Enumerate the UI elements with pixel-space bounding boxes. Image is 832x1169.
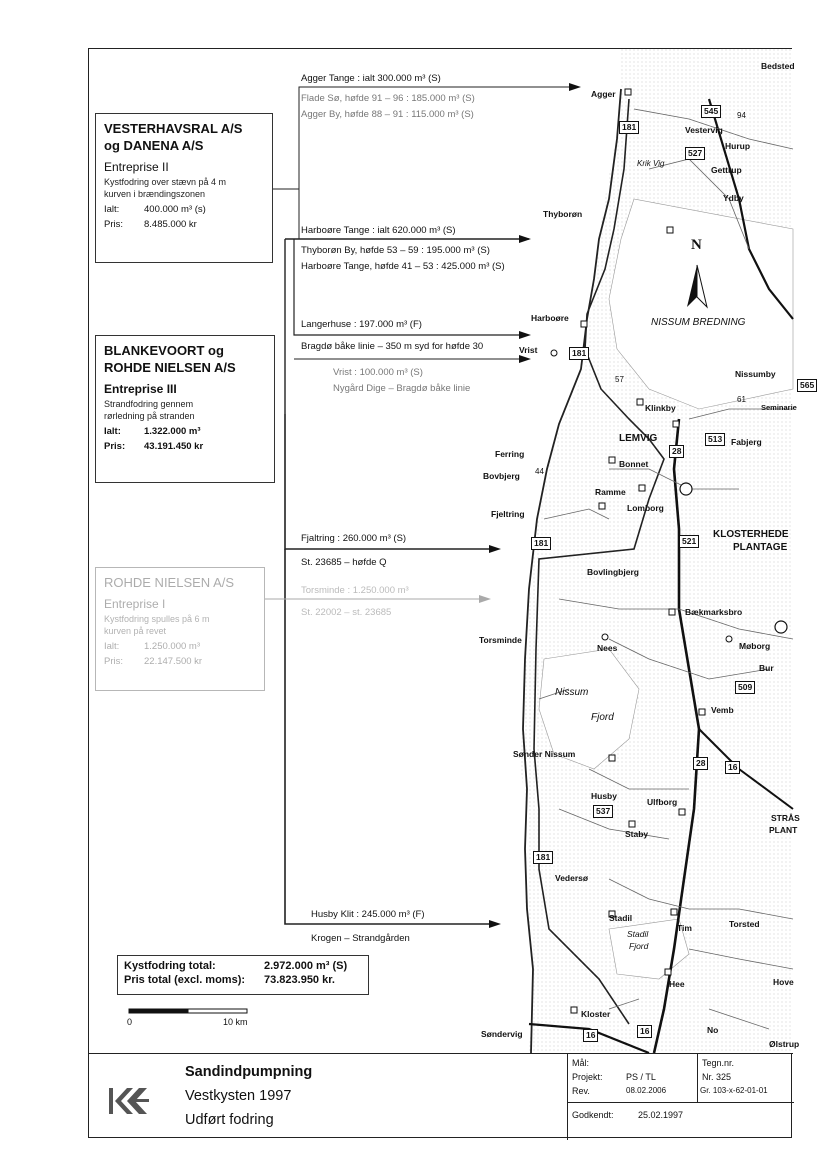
- town-lemvig: LEMVIG: [619, 433, 658, 444]
- delivery-husby-klit: Husby Klit : 245.000 m³ (F): [311, 909, 425, 920]
- contractor-box-entreprise-ii: [95, 113, 273, 263]
- godkendt-value: 25.02.1997: [638, 1110, 684, 1120]
- delivery-krogen: Krogen – Strandgården: [311, 933, 410, 944]
- title-block-divider: [568, 1102, 794, 1103]
- total-row: Ialt: 1.250.000 m³: [104, 641, 200, 652]
- contractor-name-2: og DANENA A/S: [104, 138, 204, 153]
- contractor-name: ROHDE NIELSEN A/S: [104, 575, 235, 590]
- town-ulfborg: Ulfborg: [647, 797, 678, 807]
- road-label-16-hee: 16: [637, 1025, 652, 1038]
- town-no: No: [707, 1025, 719, 1035]
- town-plantage: PLANTAGE: [733, 542, 788, 553]
- water-label-krik-vig: Krik Vig: [637, 159, 665, 168]
- godkendt-label: Godkendt:: [572, 1110, 614, 1120]
- town-hove: Hove: [773, 977, 794, 987]
- contract-label: Entreprise III: [104, 382, 177, 396]
- north-label: N: [691, 237, 702, 253]
- price-row: Pris: 43.191.450 kr: [104, 441, 204, 452]
- contractor-name: BLANKEVOORT og: [104, 343, 224, 358]
- town-sondervig: Søndervig: [481, 1029, 523, 1039]
- town-lomborg: Lomborg: [627, 503, 664, 513]
- delivery-nygard: Nygård Dige – Bragdø båke linie: [333, 383, 471, 394]
- town-bovbjerg: Bovbjerg: [483, 471, 520, 481]
- contractor-box-entreprise-iii: [95, 335, 275, 483]
- road-label-94: 94: [737, 111, 746, 120]
- delivery-harboore-hofde: Harboøre Tange, høfde 41 – 53 : 425.000 m³ (S): [301, 261, 505, 272]
- contract-desc-1: Strandfodring gennem: [104, 399, 194, 409]
- town-agger: Agger: [591, 89, 616, 99]
- water-label-nissum: Nissum: [555, 687, 589, 698]
- road-label-16-sondervig: 16: [583, 1029, 598, 1042]
- rev-value: 08.02.2006: [626, 1086, 667, 1095]
- town-plant: PLANT: [769, 825, 798, 835]
- price-row: Pris: 8.485.000 kr: [104, 219, 197, 230]
- title-block-drawing-cell: [697, 1054, 793, 1102]
- town-stadil: Stadil: [609, 913, 633, 923]
- contractor-name-2: ROHDE NIELSEN A/S: [104, 360, 236, 375]
- scale-zero: 0: [127, 1017, 133, 1027]
- contractor-box-entreprise-i: [95, 567, 265, 691]
- town-torsminde: Torsminde: [479, 635, 522, 645]
- town-harboore: Harboøre: [531, 313, 569, 323]
- rev-label: Rev.: [572, 1086, 590, 1096]
- contract-desc-1: Kystfodring over stævn på 4 m: [104, 177, 227, 187]
- delivery-vrist: Vrist : 100.000 m³ (S): [333, 367, 423, 378]
- town-ferring: Ferring: [495, 449, 525, 459]
- water-label-fjord: Fjord: [591, 712, 614, 723]
- title-line-3: Udført fodring: [185, 1112, 274, 1128]
- town-tim: Tim: [677, 923, 692, 933]
- road-label-565: 565: [797, 379, 817, 392]
- town-baekmarksbro: Bækmarksbro: [685, 607, 743, 617]
- mal-label: Mål:: [572, 1058, 590, 1068]
- road-label-181-fjeltring: 181: [531, 537, 551, 550]
- price-row: Pris: 22.147.500 kr: [104, 656, 203, 667]
- total-row: Ialt: 1.322.000 m³: [104, 426, 201, 437]
- road-label-513: 513: [705, 433, 725, 446]
- town-kloster: Kloster: [581, 1009, 611, 1019]
- road-label-28-south: 28: [693, 757, 708, 770]
- delivery-langerhuse: Langerhuse : 197.000 m³ (F): [301, 319, 422, 330]
- tegn-label: Tegn.nr.: [702, 1058, 735, 1068]
- drawing-number: Nr. 325: [702, 1072, 732, 1082]
- map-sheet: [88, 48, 815, 1138]
- town-staby: Staby: [625, 829, 649, 839]
- road-label-28-lemvig: 28: [669, 445, 684, 458]
- delivery-agger-tange: Agger Tange : ialt 300.000 m³ (S): [301, 73, 441, 84]
- group-number: Gr. 103-x-62-01-01: [700, 1086, 768, 1095]
- town-klosterhede: KLOSTERHEDE: [713, 529, 789, 540]
- contract-label: Entreprise I: [104, 597, 166, 611]
- road-label-527: 527: [685, 147, 705, 160]
- town-nissumby: Nissumby: [735, 369, 776, 379]
- road-label-16-east: 16: [725, 761, 740, 774]
- road-label-181-south: 181: [533, 851, 553, 864]
- scale-end: 10 km: [223, 1017, 248, 1027]
- delivery-agger-by: Agger By, høfde 88 – 91 : 115.000 m³ (S): [301, 109, 474, 120]
- town-husby: Husby: [591, 791, 617, 801]
- town-nees: Nees: [597, 643, 618, 653]
- town-thyboron: Thyborøn: [543, 209, 583, 219]
- summary-total-row: Kystfodring total: 2.972.000 m³ (S): [124, 960, 348, 972]
- logo-icon: [107, 1084, 151, 1120]
- town-vrist: Vrist: [519, 345, 538, 355]
- contractor-name: VESTERHAVSRAL A/S: [104, 121, 243, 136]
- water-label-stadil: Stadil: [627, 929, 649, 939]
- contract-desc-2: rørledning på stranden: [104, 411, 195, 421]
- town-vestervig: Vestervig: [685, 125, 723, 135]
- road-label-521: 521: [679, 535, 699, 548]
- delivery-torsminde: Torsminde : 1.250.000 m³: [301, 585, 409, 596]
- town-vemb: Vemb: [711, 705, 734, 715]
- delivery-fjaltring: Fjaltring : 260.000 m³ (S): [301, 533, 407, 544]
- road-label-537: 537: [593, 805, 613, 818]
- delivery-flade-so: Flade Sø, høfde 91 – 96 : 185.000 m³ (S): [301, 93, 475, 104]
- delivery-thyboron-by: Thyborøn By, høfde 53 – 59 : 195.000 m³ (S): [301, 245, 490, 256]
- road-label-61: 61: [737, 395, 746, 404]
- town-moborg: Møborg: [739, 641, 771, 651]
- road-label-57: 57: [615, 375, 624, 384]
- town-fabjerg: Fabjerg: [731, 437, 762, 447]
- town-sonder-nissum: Sønder Nissum: [513, 749, 576, 759]
- summary-price-row: Pris total (excl. moms): 73.823.950 kr.: [124, 974, 335, 986]
- contract-desc-1: Kystfodring spulles på 6 m: [104, 614, 210, 624]
- title-line-1: Sandindpumpning: [185, 1064, 313, 1080]
- road-label-181-north: 181: [619, 121, 639, 134]
- delivery-st22002: St. 22002 – st. 23685: [301, 607, 392, 618]
- projekt-value: PS / TL: [626, 1072, 656, 1082]
- title-block: [89, 1053, 793, 1139]
- title-line-2: Vestkysten 1997: [185, 1088, 292, 1104]
- scale-bar: [129, 1009, 247, 1013]
- projekt-label: Projekt:: [572, 1072, 603, 1082]
- delivery-bragdo: Bragdø båke linie – 350 m syd for høfde 30: [301, 341, 484, 352]
- road-label-181-vrist: 181: [569, 347, 589, 360]
- town-bedsted: Bedsted: [761, 61, 795, 71]
- summary-box: [117, 955, 369, 995]
- town-ramme: Ramme: [595, 487, 626, 497]
- delivery-st23685: St. 23685 – høfde Q: [301, 557, 387, 568]
- town-hee: Hee: [669, 979, 685, 989]
- town-gettrup: Gettrup: [711, 165, 742, 175]
- town-olstrup: Ølstrup: [769, 1039, 800, 1049]
- town-straas: STRÅS: [771, 813, 800, 823]
- contract-desc-2: kurven i brændingszonen: [104, 189, 206, 199]
- road-label-545: 545: [701, 105, 721, 118]
- town-seminarie: Seminarie: [761, 403, 797, 412]
- town-torsted: Torsted: [729, 919, 760, 929]
- town-vederso: Vedersø: [555, 873, 589, 883]
- town-bur: Bur: [759, 663, 774, 673]
- water-label-stadil-fjord: Fjord: [629, 941, 649, 951]
- delivery-harboore-tange: Harboøre Tange : ialt 620.000 m³ (S): [301, 225, 456, 236]
- town-bovlingbjerg: Bovlingbjerg: [587, 567, 639, 577]
- total-row: Ialt: 400.000 m³ (s): [104, 204, 206, 215]
- contract-label: Entreprise II: [104, 160, 169, 174]
- road-label-509: 509: [735, 681, 755, 694]
- town-hurup: Hurup: [725, 141, 751, 151]
- title-block-project-cell: [567, 1054, 697, 1140]
- water-label-nissum-bredning: NISSUM BREDNING: [651, 317, 746, 328]
- town-klinkby: Klinkby: [645, 403, 676, 413]
- town-fjeltring: Fjeltring: [491, 509, 525, 519]
- road-label-44: 44: [535, 467, 544, 476]
- town-bonnet: Bonnet: [619, 459, 649, 469]
- contract-desc-2: kurven på revet: [104, 626, 167, 636]
- logo: [107, 1084, 151, 1120]
- town-ydby: Ydby: [723, 193, 744, 203]
